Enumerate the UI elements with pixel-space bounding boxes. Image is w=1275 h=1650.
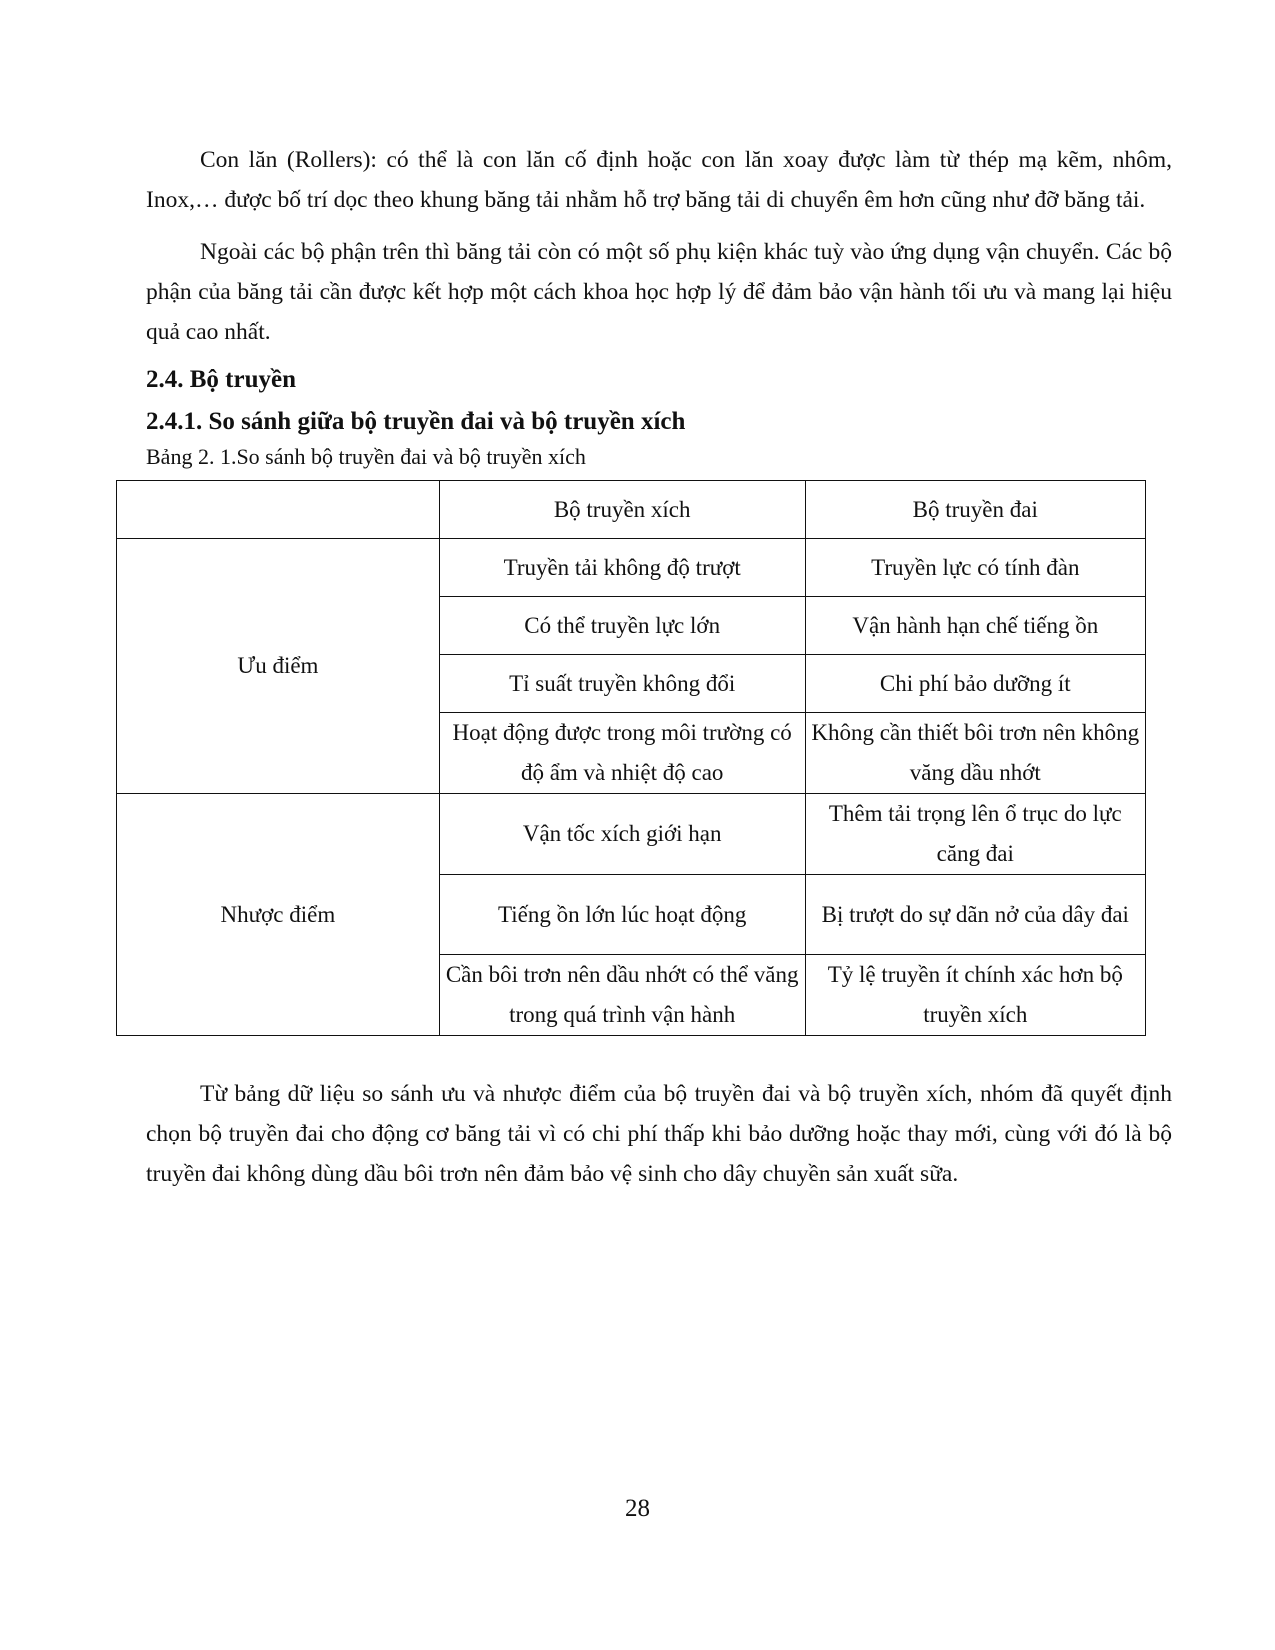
table-header-chain: Bộ truyền xích [439, 481, 805, 539]
table-cell: Bị trượt do sự dãn nở của dây đai [805, 875, 1145, 955]
table-cell: Tiếng ồn lớn lúc hoạt động [439, 875, 805, 955]
table-cell: Vận tốc xích giới hạn [439, 794, 805, 875]
table-cell: Hoạt động được trong môi trường có độ ẩm và nhiệt độ cao [439, 713, 805, 794]
group-label-advantages: Ưu điểm [117, 539, 440, 794]
paragraph-accessories: Ngoài các bộ phận trên thì băng tải còn có một số phụ kiện khác tuỳ vào ứng dụng vận chuyển. Các bộ phận của băng tải cần được kết hợp một cách khoa học hợp lý để đảm bảo vận hành tối ưu và mang lại hiệu quả cao nhất. [146, 239, 1172, 345]
section-heading: 2.4. Bộ truyền [146, 366, 296, 393]
table-cell: Tỉ suất truyền không đổi [439, 655, 805, 713]
table-cell: Có thể truyền lực lớn [439, 597, 805, 655]
page-number: 28 [625, 1495, 650, 1522]
table-cell: Truyền lực có tính đàn [805, 539, 1145, 597]
table-header-belt: Bộ truyền đai [805, 481, 1145, 539]
table-row [117, 539, 1146, 597]
comparison-table [116, 480, 1146, 1036]
table-header-empty [117, 481, 440, 539]
table-cell: Chi phí bảo dưỡng ít [805, 655, 1145, 713]
table-cell: Cần bôi trơn nên dầu nhớt có thể văng trong quá trình vận hành [439, 955, 805, 1036]
table-cell: Truyền tải không độ trượt [439, 539, 805, 597]
table-cell: Thêm tải trọng lên ổ trục do lực căng đai [805, 794, 1145, 875]
table-cell: Không cần thiết bôi trơn nên không văng dầu nhớt [805, 713, 1145, 794]
table-cell: Vận hành hạn chế tiếng ồn [805, 597, 1145, 655]
subsection-heading: 2.4.1. So sánh giữa bộ truyền đai và bộ truyền xích [146, 408, 686, 435]
table-caption: Bảng 2. 1.So sánh bộ truyền đai và bộ truyền xích [146, 444, 586, 469]
document-page [146, 140, 1172, 1206]
table-cell: Tỷ lệ truyền ít chính xác hơn bộ truyền xích [805, 955, 1145, 1036]
table-row [117, 794, 1146, 875]
table-header-row [117, 481, 1146, 539]
paragraph-rollers: Con lăn (Rollers): có thể là con lăn cố định hoặc con lăn xoay được làm từ thép mạ kẽm, nhôm, Inox,… được bố trí dọc theo khung băng tải nhằm hỗ trợ băng tải di chuyển êm hơn cũng như đỡ băng tải. [146, 147, 1172, 213]
group-label-disadvantages: Nhược điểm [117, 794, 440, 1036]
paragraph-conclusion: Từ bảng dữ liệu so sánh ưu và nhược điểm của bộ truyền đai và bộ truyền xích, nhóm đã quyết định chọn bộ truyền đai cho động cơ băng tải vì có chi phí thấp khi bảo dưỡng hoặc thay mới, cùng với đó là bộ truyền đai không dùng dầu bôi trơn nên đảm bảo vệ sinh cho dây chuyền sản xuất sữa. [146, 1081, 1172, 1187]
